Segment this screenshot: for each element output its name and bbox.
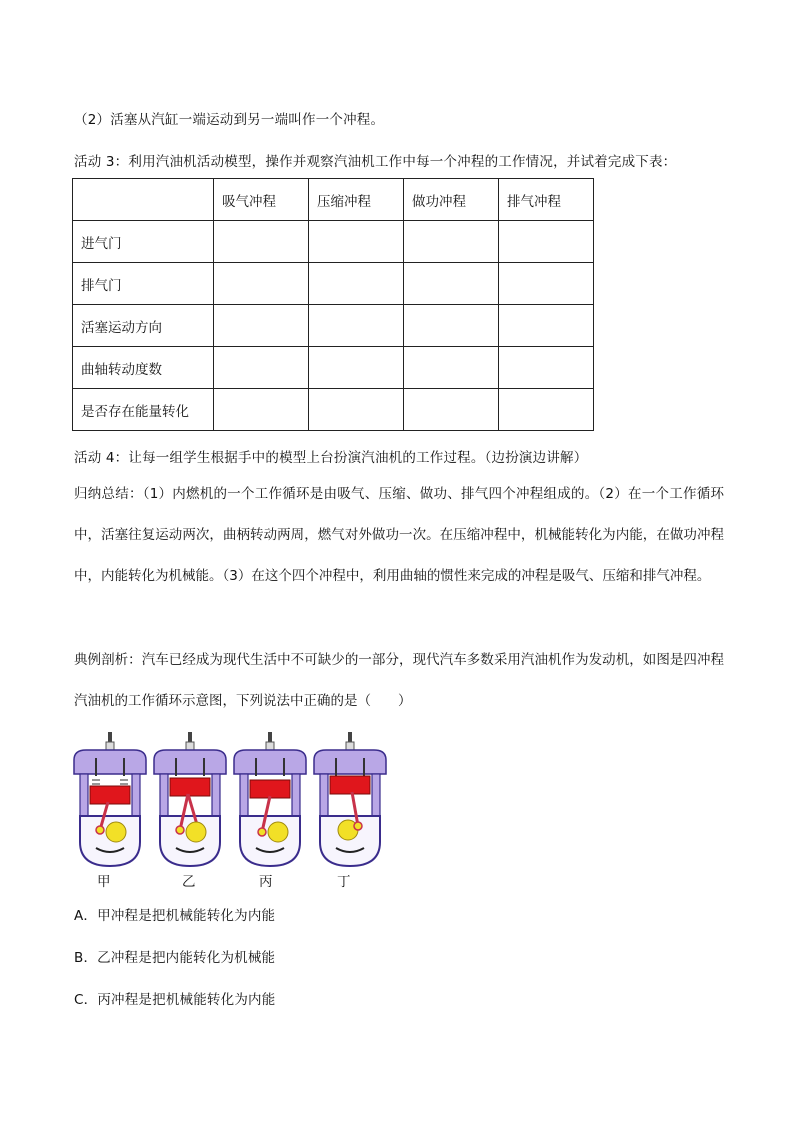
answer-cell[interactable] (214, 305, 309, 347)
option-c[interactable]: C．丙冲程是把机械能转化为内能 (74, 992, 276, 1008)
activity-4-text: 活动 4：让每一组学生根据手中的模型上台扮演汽油机的工作过程。（边扮演边讲解） (74, 450, 588, 466)
row-label: 排气门 (73, 263, 214, 305)
answer-cell[interactable] (309, 263, 404, 305)
answer-cell[interactable] (214, 221, 309, 263)
table-header-cell: 做功冲程 (404, 179, 499, 221)
answer-cell[interactable] (404, 221, 499, 263)
answer-cell[interactable] (404, 389, 499, 431)
engine-label-bing: 丙 (259, 874, 273, 890)
table-row (73, 389, 594, 431)
example-paragraph: 典例剖析：汽车已经成为现代生活中不可缺少的一部分，现代汽车多数采用汽油机作为发动机，如图是四冲程汽油机的工作循环示意图，下列说法中正确的是（ ） (74, 652, 724, 709)
text-line-stroke-definition: （2）活塞从汽缸一端运动到另一端叫作一个冲程。 (74, 112, 385, 128)
answer-cell[interactable] (214, 389, 309, 431)
table-header-cell: 压缩冲程 (309, 179, 404, 221)
table-header-cell: 吸气冲程 (214, 179, 309, 221)
answer-cell[interactable] (309, 221, 404, 263)
option-b[interactable]: B．乙冲程是把内能转化为机械能 (74, 950, 276, 966)
table-header-row (73, 179, 594, 221)
table-row (73, 221, 594, 263)
answer-cell[interactable] (214, 263, 309, 305)
table-header-cell (73, 179, 214, 221)
engine-cycle-figure (72, 732, 392, 868)
answer-cell[interactable] (404, 263, 499, 305)
option-a[interactable]: A．甲冲程是把机械能转化为内能 (74, 908, 276, 924)
engine-label-jia: 甲 (97, 874, 111, 890)
row-label: 曲轴转动度数 (73, 347, 214, 389)
stroke-table (72, 178, 594, 431)
table-row (73, 263, 594, 305)
answer-cell[interactable] (499, 263, 594, 305)
activity-3-text: 活动 3：利用汽油机活动模型，操作并观察汽油机工作中每一个冲程的工作情况，并试着完成下表： (74, 154, 677, 170)
table-row (73, 347, 594, 389)
answer-cell[interactable] (404, 305, 499, 347)
row-label: 是否存在能量转化 (73, 389, 214, 431)
table-header-cell: 排气冲程 (499, 179, 594, 221)
table-row (73, 305, 594, 347)
answer-cell[interactable] (404, 347, 499, 389)
answer-cell[interactable] (309, 347, 404, 389)
answer-cell[interactable] (214, 347, 309, 389)
engine-label-yi: 乙 (182, 874, 196, 890)
answer-cell[interactable] (499, 347, 594, 389)
answer-cell[interactable] (309, 305, 404, 347)
answer-cell[interactable] (309, 389, 404, 431)
answer-cell[interactable] (499, 389, 594, 431)
answer-cell[interactable] (499, 305, 594, 347)
answer-cell[interactable] (499, 221, 594, 263)
row-label: 进气门 (73, 221, 214, 263)
summary-paragraph: 归纳总结：（1）内燃机的一个工作循环是由吸气、压缩、做功、排气四个冲程组成的。（2）在一个工作循环中，活塞往复运动两次，曲柄转动两周，燃气对外做功一次。在压缩冲程中，机械能转化为内能，在做功冲程中，内能转化为机械能。（3）在这个四个冲程中，利用曲轴的惯性来完成的冲程是吸气、压缩和排气冲程。 (74, 486, 724, 584)
engine-label-ding: 丁 (337, 874, 351, 890)
row-label: 活塞运动方向 (73, 305, 214, 347)
